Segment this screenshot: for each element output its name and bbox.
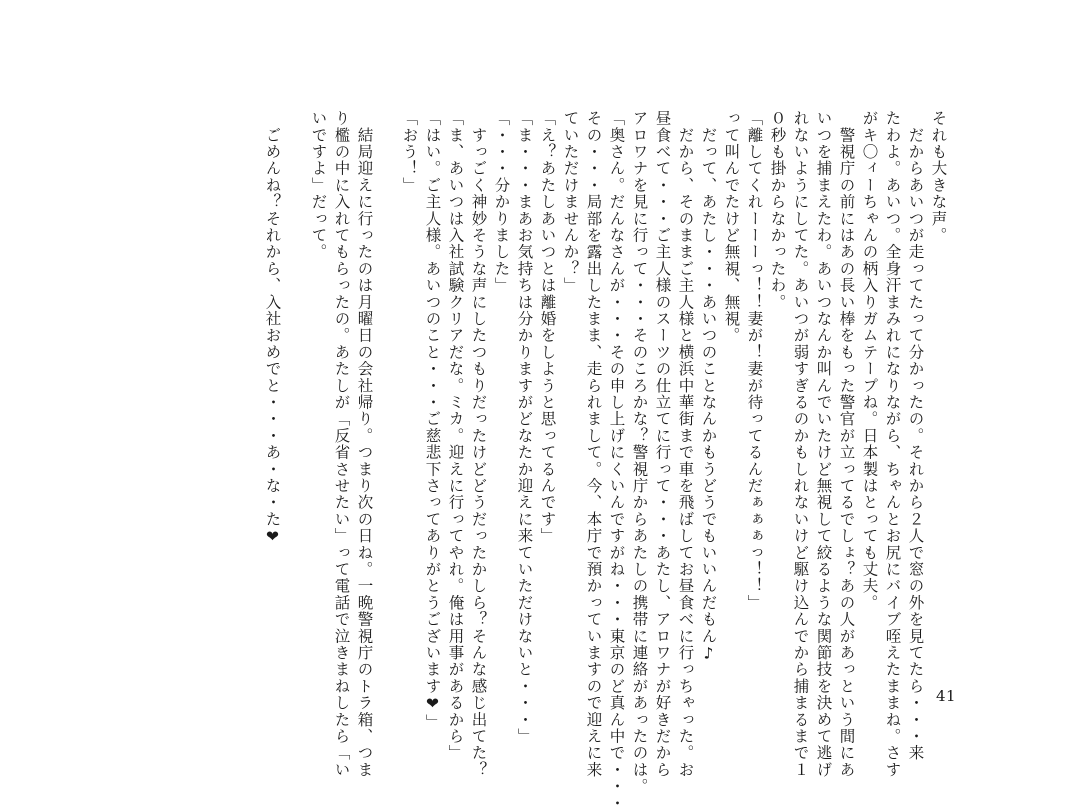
text-line: 「離してくれーーーっ！！妻が！妻が待ってるんだぁぁぁっ！！」 [745, 110, 764, 611]
text-line: ０秒も掛からなかったわ。 [768, 110, 787, 311]
text-line: 警視庁の前にはあの長い棒をもった警官が立ってるでしょ？あの人があっという間にあ [837, 110, 856, 778]
text-line: それも大きな声。 [929, 110, 948, 244]
text-line: って叫んでたけど無視、無視。 [722, 110, 741, 344]
text-line: 「ま・・・まあお気持ちは分かりますがどなたか迎えに来ていただけないと・・・」 [515, 110, 534, 745]
text-line: 結局迎えに行ったのは月曜日の会社帰り。つまり次の日ね。一晩警視庁のトラ箱、つま [355, 110, 374, 778]
text-line: がキ〇ィーちゃんの柄入りガムテープね。日本製はとっても丈夫。 [860, 110, 879, 611]
text-line: アロワナを見に行って・・・そのころかな？警視庁からあたしの携帯に連絡があったのは。 [630, 110, 649, 795]
text-line: 「奥さん。だんなさんが・・・その申し上げにくいんですがね・・・東京のど真ん中で・・・ [607, 110, 626, 811]
text-line: 「・・・分かりました」 [492, 110, 511, 294]
text-line: だって、あたし・・・あいつのことなんかもうどうでもいいんだもん♪ [699, 110, 718, 664]
text-line: その・・・局部を露出したまま、走られまして。今、本庁で預かっていますので迎えに来 [584, 110, 603, 778]
text-line: り檻の中に入れてもらったの。あたしが「反省させたい」って電話で泣きまねしたら「い [332, 110, 351, 778]
text-line: 「おう！」 [400, 110, 419, 194]
text-line: いつを捕まえたわ。あいつなんか叫んでいたけど無視して絞るような関節技を決めて逃げ [814, 110, 833, 778]
text-line: 「え？あたしあいつとは離婚をしようと思ってるんです」 [538, 110, 557, 545]
page-number: 41 [936, 687, 957, 705]
text-line: れないようにしてた。あいつが弱すぎるのかもしれないけど駆け込んでから捕まるまで１ [791, 110, 810, 778]
text-line: ていただけませんか？」 [561, 110, 580, 294]
text-line: すっごく神妙そうな声にしたつもりだったけどどうだったかしら？そんな感じ出てた？ [469, 110, 488, 778]
text-line: 「はい。ご主人様。あいつのこと・・・ご慈悲下さってありがとうございます❤」 [423, 110, 442, 731]
text-line: 昼食べて・・・ご主人様のスーツの仕立てに行って・・・あたし、アロワナが好きだから [653, 110, 672, 778]
text-line: いですよ」だって。 [309, 110, 328, 261]
text-line: ごめんね？それから、入社おめでと・・・あ・な・た❤ [263, 110, 282, 547]
text-line: だからあいつが走ってたって分かったの。それから２人で窓の外を見てたら・・・来 [906, 110, 925, 762]
text-line: たわよ。あいつ。全身汗まみれになりながら、ちゃんとお尻にバイブ咥えたままね。さす [883, 110, 902, 778]
text-line: だから、そのままご主人様と横浜中華街まで車を飛ばしてお昼食べに行っちゃった。お [676, 110, 695, 778]
text-line: 「ま、あいつは入社試験クリアだな。ミカ。迎えに行ってやれ。俺は用事があるから」 [446, 110, 465, 762]
